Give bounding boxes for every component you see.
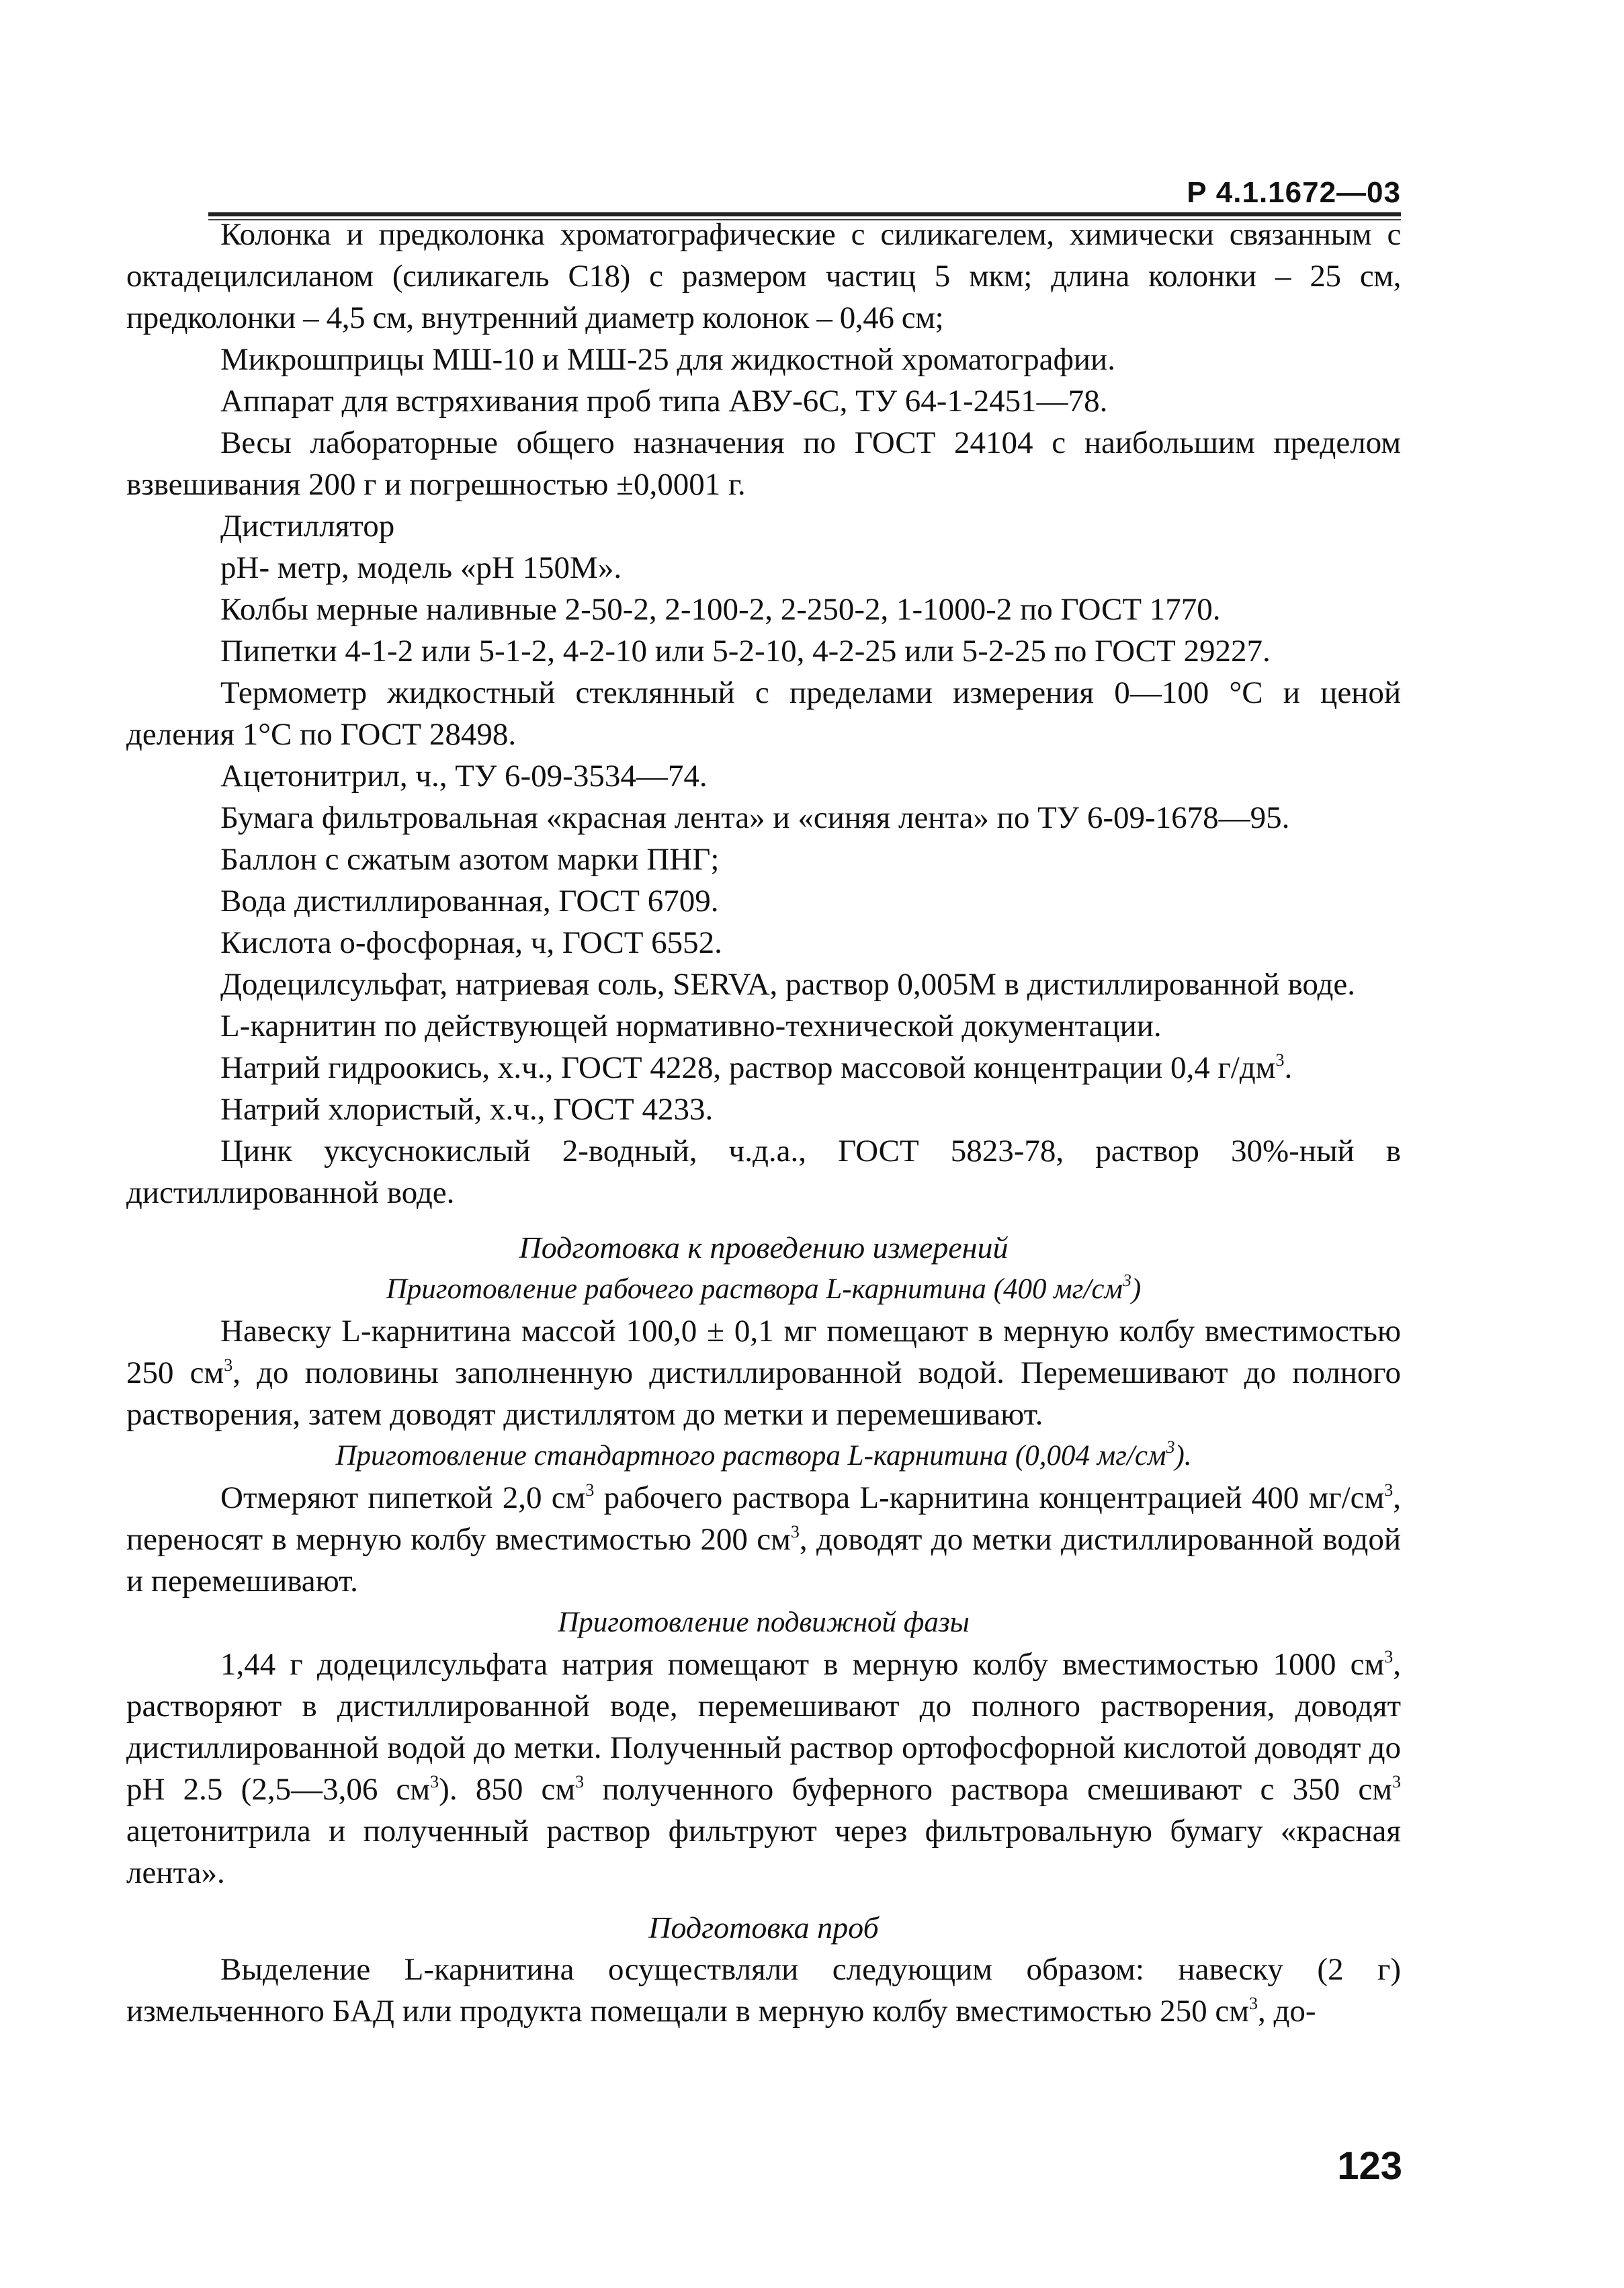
equipment-item: Аппарат для встряхивания проб типа АВУ-6С, ТУ 64-1-2451—78. — [220, 384, 1108, 419]
paragraph — [126, 1310, 1401, 1435]
reagent-item: Вода дистиллированная, ГОСТ 6709. — [220, 884, 719, 919]
superscript: 3 — [1384, 1647, 1394, 1666]
reagent-item: Цинк уксуснокислый 2-водный, ч.д.а., ГОСТ 5823-78, раствор 30%-ный в дистиллированной воде. — [126, 1134, 1401, 1210]
equipment-item: Дистиллятор — [220, 509, 395, 544]
text-run: Приготовление стандартного раствора L-карнитина (0,004 мг/см — [335, 1440, 1166, 1472]
text-run: Натрий гидроокись, х.ч., ГОСТ 4228, раствор массовой концентрации 0,4 г/дм — [220, 1050, 1276, 1085]
superscript: 3 — [790, 1522, 800, 1541]
equipment-item: Пипетки 4-1-2 или 5-1-2, 4-2-10 или 5-2-10, 4-2-25 или 5-2-25 по ГОСТ 29227. — [220, 634, 1271, 669]
superscript: 3 — [224, 1355, 233, 1375]
superscript: 3 — [1275, 1050, 1285, 1070]
page-header — [208, 176, 1401, 219]
text-run: , до половины заполненную дистиллированной водой. Перемешивают до полного растворения, затем доводят дистиллятом до метки и перемешивают. — [126, 1355, 1401, 1432]
text-run: ) — [1131, 1273, 1142, 1305]
paragraph — [126, 1644, 1401, 1894]
superscript: 3 — [585, 1480, 595, 1500]
text-run: Выделение L-карнитина осуществляли следующим образом: навеску (2 г) измельченного БАД или продукта помещали в мерную колбу вместимостью 250 см — [126, 1952, 1401, 2029]
superscript: 3 — [575, 1772, 585, 1791]
superscript: 3 — [430, 1772, 439, 1791]
superscript: 3 — [1392, 1772, 1401, 1791]
superscript: 3 — [1166, 1437, 1175, 1457]
subsection-heading — [126, 1269, 1401, 1310]
reagent-item — [126, 1047, 1401, 1089]
text-run: 1,44 г додецилсульфата натрия помещают в мерную колбу вместимостью 1000 см — [220, 1647, 1385, 1682]
equipment-item: Микрошприцы МШ-10 и МШ-25 для жидкостной хроматографии. — [220, 342, 1115, 377]
equipment-item: Весы лабораторные общего назначения по ГОСТ 24104 с наибольшим пределом взвешивания 200 г и погрешностью ±0,0001 г. — [126, 425, 1401, 502]
equipment-item: Колонка и предколонка хроматографические с силикагелем, химически связанным с октадецилсиланом (силикагель C18) с размером частиц 5 мкм; длина колонки – 25 см, предколонки – 4,5 см, внутренний диаметр колонок – 0,46 см; — [126, 217, 1401, 335]
text-run: , переносят в мерную колбу вместимостью 200 см — [126, 1480, 1402, 1557]
superscript: 3 — [1384, 1480, 1394, 1500]
paragraph — [126, 1949, 1401, 2032]
document-code: Р 4.1.1672—03 — [1187, 176, 1401, 209]
text-run: , растворяют в дистиллированной воде, перемешивают до полного растворения, доводят дистиллированной водой до метки. Полученный раствор ортофосфорной кислотой доводят до рН 2.5 (2,5—3,06 см — [126, 1647, 1401, 1807]
reagent-item: L-карнитин по действующей нормативно-технической документации. — [220, 1009, 1162, 1044]
text-run: Навеску L-карнитина массой 100,0 ± 0,1 мг помещают в мерную колбу вместимостью 250 см — [126, 1314, 1401, 1390]
reagent-item: Кислота о-фосфорная, ч, ГОСТ 6552. — [220, 925, 722, 960]
text-run: Отмеряют пипеткой 2,0 см — [220, 1480, 586, 1515]
section-heading: Подготовка проб — [648, 1910, 879, 1945]
text-run: рабочего раствора L-карнитина концентрацией 400 мг/см — [594, 1480, 1385, 1515]
paragraph — [126, 1477, 1401, 1602]
reagent-item: Ацетонитрил, ч., ТУ 6-09-3534—74. — [220, 759, 708, 794]
reagent-item: Додецилсульфат, натриевая соль, SERVA, раствор 0,005М в дистиллированной воде. — [220, 967, 1355, 1002]
equipment-item: рН- метр, модель «рН 150М». — [220, 550, 622, 585]
reagent-item: Баллон с сжатым азотом марки ПНГ; — [220, 842, 720, 877]
superscript: 3 — [1122, 1271, 1131, 1290]
text-run: полученного буферного раствора смешивают с 350 см — [584, 1772, 1392, 1807]
superscript: 3 — [1248, 1994, 1258, 2013]
subsection-heading — [126, 1435, 1401, 1477]
text-run: , до- — [1257, 1994, 1316, 2029]
text-run: , доводят до метки дистиллированной водой и перемешивают. — [126, 1522, 1401, 1599]
text-run: Приготовление рабочего раствора L-карнитина (400 мг/см — [386, 1273, 1123, 1305]
text-run: ). — [1174, 1440, 1192, 1472]
page-body — [126, 214, 1401, 2032]
section-heading: Подготовка к проведению измерений — [519, 1230, 1009, 1265]
text-run: ацетонитрила и полученный раствор фильтруют через фильтровальную бумагу «красная лента». — [126, 1814, 1401, 1890]
page-number: 123 — [1337, 2144, 1402, 2188]
equipment-item: Колбы мерные наливные 2-50-2, 2-100-2, 2-250-2, 1-1000-2 по ГОСТ 1770. — [220, 592, 1221, 627]
text-run: . — [1284, 1050, 1293, 1085]
text-run: ). 850 см — [439, 1772, 576, 1807]
subsection-heading: Приготовление подвижной фазы — [558, 1607, 970, 1638]
equipment-item: Термометр жидкостный стеклянный с пределами измерения 0—100 °С и ценой деления 1°С по ГОСТ 28498. — [126, 675, 1401, 752]
reagent-item: Бумага фильтровальная «красная лента» и «синяя лента» по ТУ 6-09-1678—95. — [220, 800, 1290, 835]
reagent-item: Натрий хлористый, х.ч., ГОСТ 4233. — [220, 1092, 714, 1127]
